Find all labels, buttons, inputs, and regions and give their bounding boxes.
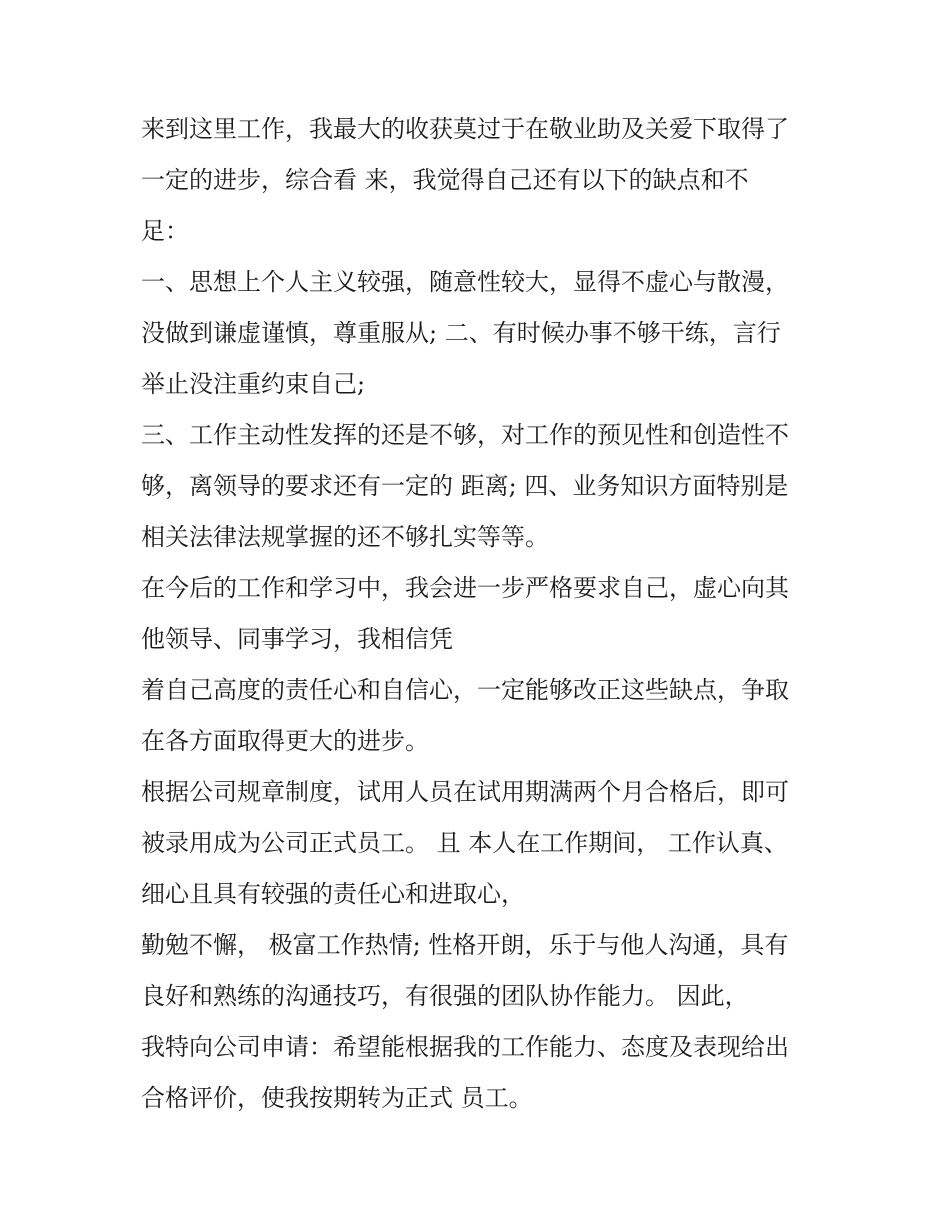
text-line-15: 被录用成为公司正式员工。 且 本人在工作期间， 工作认真、 — [141, 829, 788, 857]
text-line-11: 他领导、同事学习，我相信凭 — [141, 625, 453, 653]
text-line-9: 相关法律法规掌握的还不够扎实等等。 — [141, 523, 549, 551]
text-line-16: 细心且具有较强的责任心和进取心， — [141, 880, 525, 908]
text-line-19: 我特向公司申请：希望能根据我的工作能力、态度及表现给出 — [141, 1033, 789, 1061]
text-line-20: 合格评价，使我按期转为正式 员工。 — [141, 1084, 533, 1112]
text-line-7: 三、工作主动性发挥的还是不够，对工作的预见性和创造性不 — [141, 421, 789, 449]
text-line-13: 在各方面取得更大的进步。 — [141, 727, 429, 755]
text-line-14: 根据公司规章制度，试用人员在试用期满两个月合格后，即可 — [141, 778, 789, 806]
document-body — [141, 104, 821, 1124]
text-line-5: 没做到谦虚谨慎，尊重服从; 二、有时候办事不够干练，言行 — [141, 319, 781, 347]
text-line-3: 足： — [141, 217, 189, 245]
text-line-6: 举止没注重约束自己; — [141, 370, 366, 398]
text-line-2: 一定的进步，综合看 来，我觉得自己还有以下的缺点和不 — [141, 166, 749, 194]
text-line-4: 一、思想上个人主义较强，随意性较大，显得不虚心与散漫， — [141, 268, 789, 296]
text-line-12: 着自己高度的责任心和自信心，一定能够改正这些缺点，争取 — [141, 676, 789, 704]
text-line-10: 在今后的工作和学习中，我会进一步严格要求自己，虚心向其 — [141, 574, 789, 602]
text-line-1: 来到这里工作，我最大的收获莫过于在敬业助及关爱下取得了 — [141, 115, 789, 143]
text-line-8: 够，离领导的要求还有一定的 距离; 四、业务知识方面特别是 — [141, 472, 789, 500]
text-line-18: 良好和熟练的沟通技巧，有很强的团队协作能力。 因此， — [141, 982, 749, 1010]
text-line-17: 勤勉不懈， 极富工作热情; 性格开朗，乐于与他人沟通，具有 — [141, 931, 789, 959]
